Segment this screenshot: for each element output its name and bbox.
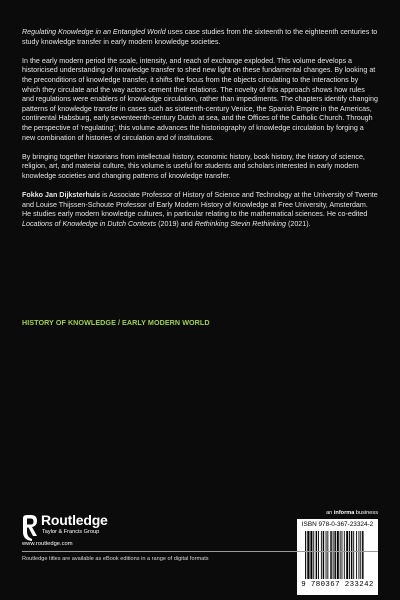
back-cover-text (22, 28, 378, 229)
barcode-bar (349, 531, 350, 579)
author-name: Fokko Jan Dijksterhuis (22, 191, 101, 200)
intro-text: uses case studies from the sixteenth to the eighteenth centuries to study knowledge transfer in early modern knowledge societies. (22, 28, 378, 46)
barcode-bar (326, 531, 327, 579)
barcode-bar (344, 531, 345, 579)
routledge-logo-icon (22, 514, 38, 542)
author-bio (22, 191, 378, 229)
barcode-box (297, 519, 378, 595)
barcode-bar (337, 531, 339, 579)
informa-name: informa (333, 510, 355, 516)
bio-book-2: Rethinking Stevin Rethinking (194, 219, 286, 228)
barcode-bar (334, 531, 335, 579)
summary-paragraph: In the early modern period the scale, intensity, and reach of exchange exploded. This volume develops a historicised understanding of knowledge transfer to shed new light on these fundamental changes. By looking at the preconditions of knowledge transfer, it shifts the focus from the objects circulating to the interactions by which they circulate and the way actors cement their relations. The novelty of this approach shows how rules and regulations were enablers of knowledge circulation, rather than impediments. The chapters identify changing patterns of knowledge transfer in cases such as sixteenth-century Venice, the Spanish Empire in the Americas, continental Habsburg, early seventeenth-century Dutch at sea, and the Offices of the Catholic Church. Through the perspective of ‘regulating’, this volume advances the historiography of knowledge circulation by forging a new combination of histories of circulation and of institutions. (22, 56, 378, 142)
intro-paragraph (22, 28, 378, 47)
barcode-bar (327, 531, 328, 579)
barcode-bar (313, 531, 314, 579)
publisher-logo (22, 512, 142, 548)
informa-business-label (326, 510, 378, 516)
barcode-bar (340, 531, 341, 579)
bio-text: (2021). (285, 219, 311, 228)
barcode-bar (356, 531, 357, 579)
barcode-bar (321, 531, 322, 579)
barcode-bar (351, 531, 352, 579)
barcode-bar (330, 531, 331, 579)
barcode-bar (308, 531, 309, 579)
barcode-bar (305, 531, 306, 579)
ebook-notice: Routledge titles are available as eBook editions in a range of digital formats (22, 556, 209, 562)
publisher-name: Routledge (41, 512, 108, 528)
barcode-bar (360, 531, 361, 579)
book-title: Regulating Knowledge in an Entangled World (22, 28, 166, 36)
barcode-bar (323, 531, 324, 579)
barcode-bar (346, 531, 348, 579)
barcode-bar (359, 531, 360, 579)
informa-prefix: an (326, 510, 334, 516)
barcode-bar (342, 531, 343, 579)
informa-suffix: business (354, 510, 378, 516)
barcode-bar (310, 531, 312, 579)
publisher-url: www.routledge.com (22, 541, 73, 547)
audience-paragraph: By bringing together historians from intellectual history, economic history, book history, the history of science, religion, art, and material culture, this volume is useful for students and scholars interested in early modern knowledge societies and changing patterns of knowledge transfer. (22, 152, 365, 180)
barcode-digits: 9 780367 233242 (301, 581, 374, 589)
subject-category: HISTORY OF KNOWLEDGE / EARLY MODERN WORLD (22, 318, 210, 327)
barcode-bar (307, 531, 308, 579)
footer-divider (22, 551, 378, 552)
bio-text: is Associate Professor of History of Science and Technology at the University of Twente and Louise Thijssen-Schoute Professor of Early Modern History of Knowledge at Free University, Amsterdam. He studies early modern knowledge cultures, in particular relating to the mathematical sciences. He co-edited (22, 191, 378, 219)
barcode-bar (362, 531, 363, 579)
barcode-bar (318, 531, 319, 579)
isbn-label: ISBN 978-0-367-23324-2 (301, 521, 374, 528)
publisher-group: Taylor & Francis Group (42, 529, 100, 535)
barcode-bar (333, 531, 334, 579)
bio-book-1: Locations of Knowledge in Dutch Contexts (22, 219, 157, 228)
barcode-bar (316, 531, 317, 579)
barcode-graphic (304, 531, 372, 579)
bio-text: (2019) and (156, 219, 195, 228)
barcode-bar (353, 531, 354, 579)
